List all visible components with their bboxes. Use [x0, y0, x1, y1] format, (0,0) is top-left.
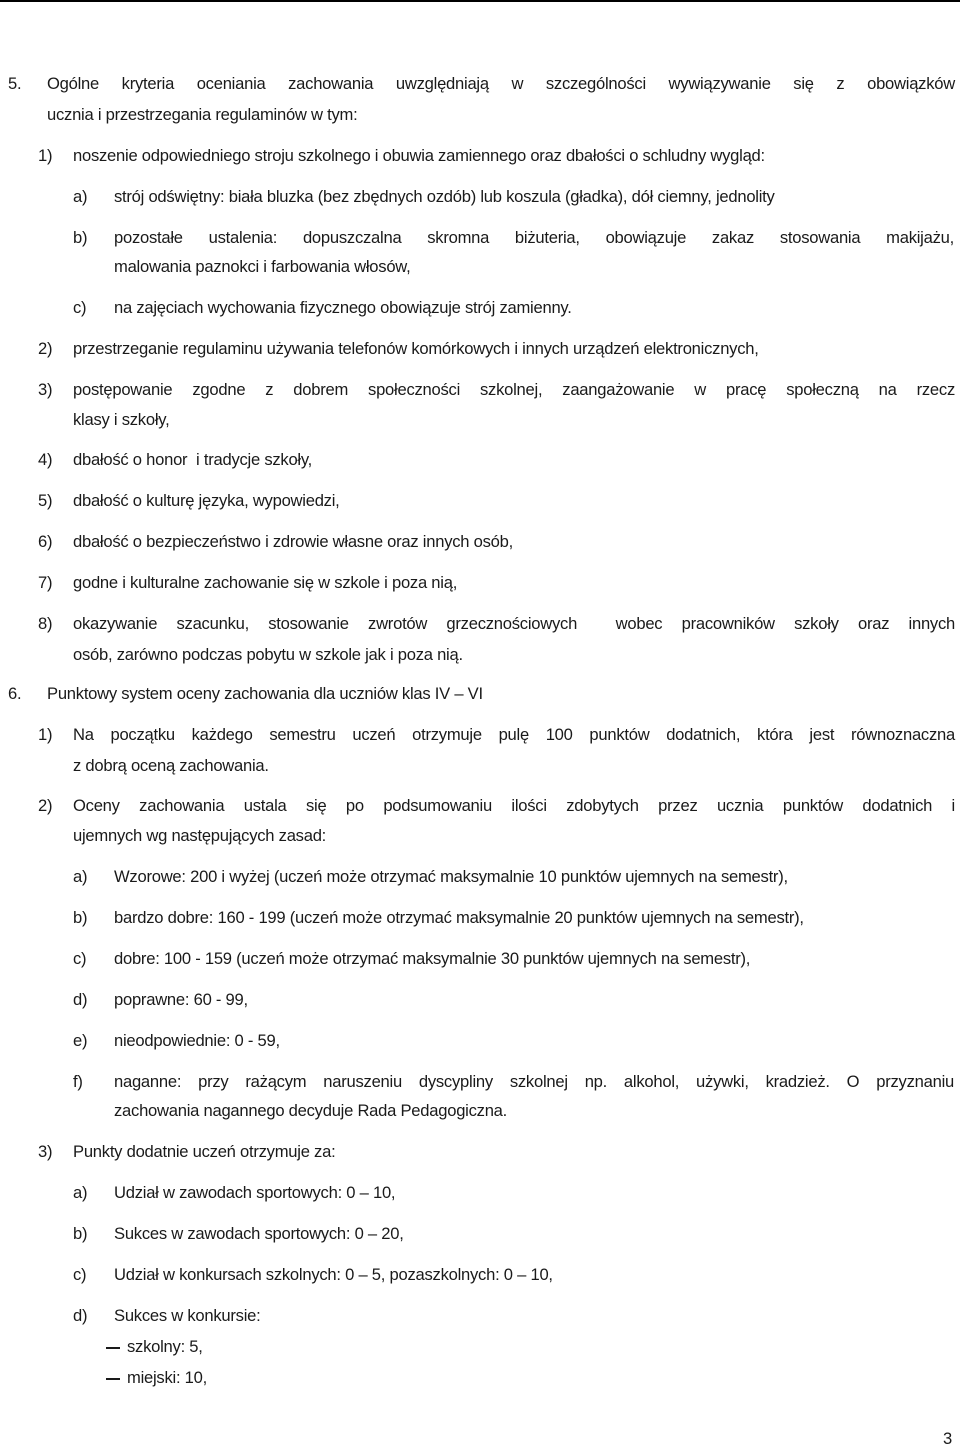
sublist-item-letter: b) — [73, 908, 88, 927]
list-item-number: 6) — [38, 532, 53, 551]
list-item-number: 8) — [38, 614, 53, 633]
section-6-heading: Punktowy system oceny zachowania dla uczniów klas IV – VI — [47, 684, 483, 703]
list-item-text: noszenie odpowiedniego stroju szkolnego i obuwia zamiennego oraz dbałości o schludny wygląd: — [73, 146, 765, 165]
section-5-heading-line-2: ucznia i przestrzegania regulaminów w tym: — [47, 105, 358, 124]
sublist-item-letter: c) — [73, 298, 87, 317]
list-item-text: godne i kulturalne zachowanie się w szkole i poza nią, — [73, 573, 458, 592]
sublist-item-letter: b) — [73, 228, 88, 247]
list-item-number: 3) — [38, 1142, 53, 1161]
list-item-number: 2) — [38, 339, 53, 358]
list-item-number: 1) — [38, 725, 53, 744]
list-item-text: Punkty dodatnie uczeń otrzymuje za: — [73, 1142, 336, 1161]
list-item-number: 3) — [38, 380, 53, 399]
page-top-border — [0, 0, 960, 2]
list-item-text-line-2: osób, zarówno podczas pobytu w szkole jak i poza nią. — [73, 645, 463, 664]
list-item-text-line-2: z dobrą oceną zachowania. — [73, 756, 269, 775]
sublist-item-text-line-2: malowania paznokci i farbowania włosów, — [114, 257, 411, 276]
list-item-number: 7) — [38, 573, 53, 592]
page-number: 3 — [943, 1429, 952, 1448]
sublist-item-letter: a) — [73, 187, 88, 206]
sub-bullet-text: szkolny: 5, — [127, 1337, 203, 1356]
list-item-text-line-1: postępowanie zgodne z dobrem społeczności szkolnej, zaangażowanie w pracę społeczną na rzecz — [73, 380, 955, 399]
points-rule: Sukces w konkursie: — [114, 1306, 261, 1325]
list-item-text: dbałość o kulturę języka, wypowiedzi, — [73, 491, 340, 510]
sublist-item-text: strój odświętny: biała bluzka (bez zbędnych ozdób) lub koszula (gładka), dół ciemny, jednolity — [114, 187, 775, 206]
sublist-item-text-line-1: pozostałe ustalenia: dopuszczalna skromna biżuteria, obowiązuje zakaz stosowania makijażu, — [114, 228, 954, 247]
sublist-item-letter: c) — [73, 949, 87, 968]
points-rule: Udział w zawodach sportowych: 0 – 10, — [114, 1183, 396, 1202]
list-item-text-line-1: Na początku każdego semestru uczeń otrzymuje pulę 100 punktów dodatnich, która jest równoznaczna — [73, 725, 955, 744]
grade-rule-naganne-line-2: zachowania nagannego decyduje Rada Pedagogiczna. — [114, 1101, 508, 1120]
grade-rule-wzorowe: Wzorowe: 200 i wyżej (uczeń może otrzymać maksymalnie 10 punktów ujemnych na semestr), — [114, 867, 788, 886]
sublist-item-letter: a) — [73, 1183, 88, 1202]
section-6-number: 6. — [8, 684, 22, 703]
points-rule: Udział w konkursach szkolnych: 0 – 5, pozaszkolnych: 0 – 10, — [114, 1265, 553, 1284]
grade-rule-bardzo-dobre: bardzo dobre: 160 - 199 (uczeń może otrzymać maksymalnie 20 punktów ujemnych na semestr), — [114, 908, 804, 927]
sublist-item-letter: e) — [73, 1031, 88, 1050]
sublist-item-letter: b) — [73, 1224, 88, 1243]
sublist-item-letter: f) — [73, 1072, 83, 1091]
list-item-text-line-2: ujemnych wg następujących zasad: — [73, 826, 327, 845]
grade-rule-naganne-line-1: naganne: przy rażącym naruszeniu dyscypliny szkolnej np. alkohol, używki, kradzież. O przyznaniu — [114, 1072, 954, 1091]
section-5-heading-line-1: Ogólne kryteria oceniania zachowania uwzględniają w szczególności wywiązywanie się z obowiązków — [47, 74, 955, 93]
dash-bullet — [106, 1347, 120, 1349]
sublist-item-letter: d) — [73, 1306, 88, 1325]
grade-rule-poprawne: poprawne: 60 - 99, — [114, 990, 248, 1009]
points-rule: Sukces w zawodach sportowych: 0 – 20, — [114, 1224, 404, 1243]
sublist-item-letter: a) — [73, 867, 88, 886]
list-item-text: dbałość o honor i tradycje szkoły, — [73, 450, 313, 469]
list-item-text-line-2: klasy i szkoły, — [73, 410, 170, 429]
grade-rule-dobre: dobre: 100 - 159 (uczeń może otrzymać maksymalnie 30 punktów ujemnych na semestr), — [114, 949, 751, 968]
sublist-item-letter: c) — [73, 1265, 87, 1284]
grade-rule-nieodpowiednie: nieodpowiednie: 0 - 59, — [114, 1031, 280, 1050]
list-item-number: 5) — [38, 491, 53, 510]
list-item-text: przestrzeganie regulaminu używania telefonów komórkowych i innych urządzeń elektronicznych, — [73, 339, 759, 358]
section-5-number: 5. — [8, 74, 22, 93]
list-item-number: 1) — [38, 146, 53, 165]
list-item-text: dbałość o bezpieczeństwo i zdrowie własne oraz innych osób, — [73, 532, 513, 551]
sublist-item-letter: d) — [73, 990, 88, 1009]
list-item-number: 4) — [38, 450, 53, 469]
list-item-number: 2) — [38, 796, 53, 815]
sublist-item-text: na zajęciach wychowania fizycznego obowiązuje strój zamienny. — [114, 298, 572, 317]
list-item-text-line-1: okazywanie szacunku, stosowanie zwrotów grzecznościowych wobec pracowników szkoły oraz innych — [73, 614, 955, 633]
list-item-text-line-1: Oceny zachowania ustala się po podsumowaniu ilości zdobytych przez ucznia punktów dodatnich i — [73, 796, 955, 815]
dash-bullet — [106, 1378, 120, 1380]
sub-bullet-text: miejski: 10, — [127, 1368, 207, 1387]
